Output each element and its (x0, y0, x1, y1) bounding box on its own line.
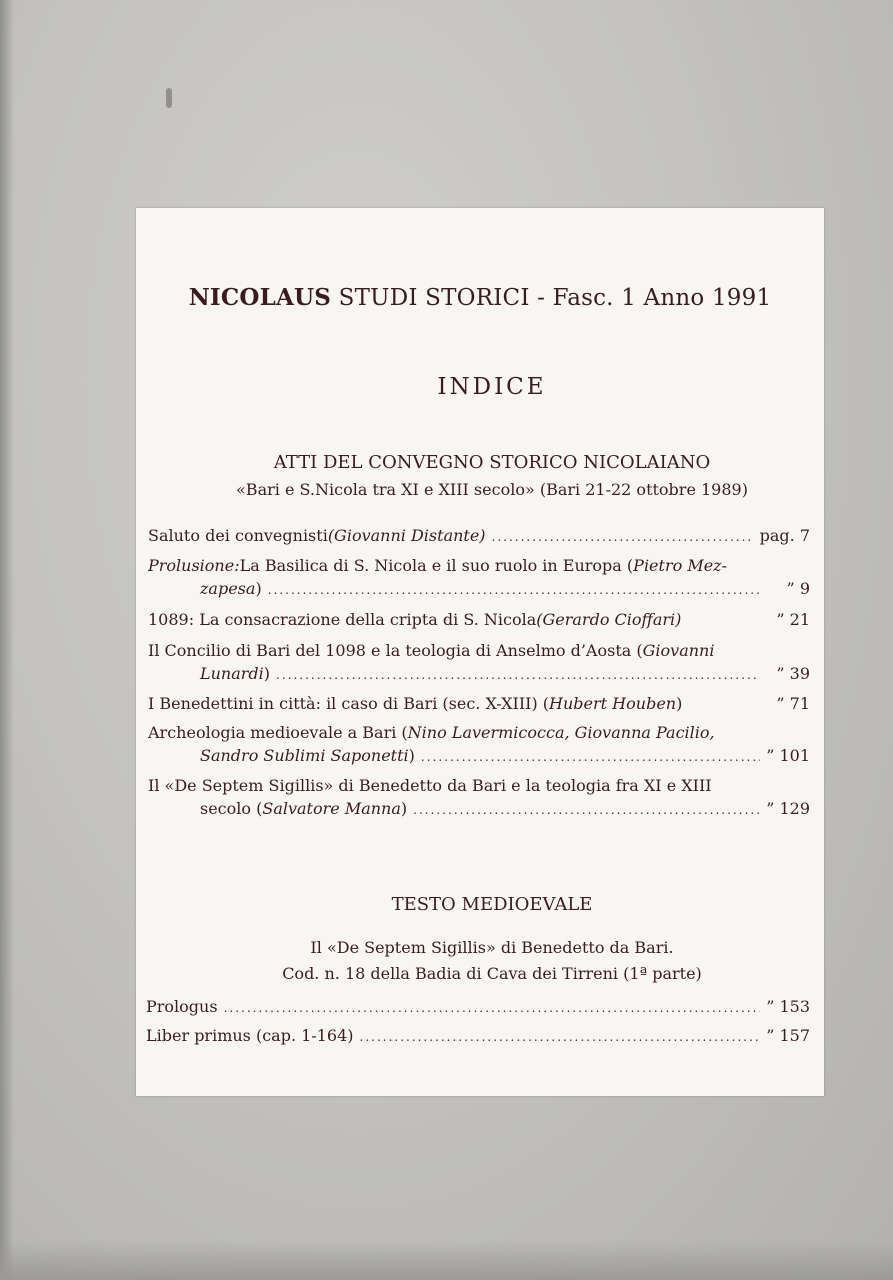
toc-line (146, 1024, 810, 1049)
journal-issue: STUDI STORICI - Fasc. 1 Anno 1991 (338, 285, 772, 311)
dot-leader (492, 526, 754, 549)
section-title-testo: TESTO MEDIOEVALE (391, 894, 593, 915)
entry-title: ) (255, 579, 262, 598)
testo-subtitle-1: Il «De Septem Sigillis» di Benedetto da Bari. (310, 938, 674, 957)
toc-line (148, 608, 810, 631)
section-title-convegno: ATTI DEL CONVEGNO STORICO NICOLAIANO (273, 452, 711, 473)
toc-entry (148, 692, 810, 715)
toc-line (148, 797, 810, 822)
dot-leader (276, 664, 760, 687)
entry-author: Sandro Sublimi Saponetti (200, 746, 409, 765)
entry-page: ” 21 (776, 610, 810, 629)
entry-title-end: ) (400, 799, 408, 818)
dot-leader (421, 746, 760, 769)
toc-line (148, 744, 810, 769)
toc-line (148, 524, 810, 549)
dot-leader (413, 799, 760, 822)
entry-author: Giovanni (642, 641, 715, 660)
contents-label (136, 208, 824, 1096)
toc-line (148, 692, 810, 715)
entry-author: (Giovanni Distante) (327, 526, 486, 545)
dot-leader (224, 997, 760, 1020)
index-heading: INDICE (437, 374, 547, 400)
entry-title-end: ) (676, 694, 683, 713)
entry-title: secolo ( (200, 799, 263, 818)
toc-line (146, 995, 810, 1020)
testo-subtitle-2: Cod. n. 18 della Badia di Cava dei Tirreni (1ª parte) (282, 964, 702, 983)
entry-title: Il «De Septem Sigillis» di Benedetto da Bari e la teologia fra XI e XIII (148, 776, 712, 795)
entry-title: 1089: La consacrazione della cripta di S. Nicola (148, 610, 537, 629)
entry-author: Lunardi (200, 664, 264, 683)
entry-label: Prolusione: (148, 556, 240, 575)
toc-line (148, 577, 810, 602)
entry-author: Nino Lavermicocca, Giovanna Pacilio, (407, 723, 715, 742)
entry-page: ” 153 (766, 997, 810, 1016)
toc-line (148, 554, 810, 577)
toc-entry (148, 554, 810, 602)
entry-title: Archeologia medioevale a Bari ( (148, 723, 408, 742)
entry-author: Salvatore Manna (262, 799, 401, 818)
toc-line (148, 662, 810, 687)
entry-page: ” 9 (786, 579, 810, 598)
entry-title: Prologus (146, 997, 218, 1016)
entry-author: zapesa (200, 579, 256, 598)
toc-entry (148, 524, 810, 549)
cover-bottom-shadow (0, 1240, 893, 1280)
entry-title: La Basilica di S. Nicola e il suo ruolo in Europa ( (239, 556, 634, 575)
entry-author: (Gerardo Cioffari) (536, 610, 682, 629)
entry-page: ” 101 (766, 746, 810, 765)
journal-title (136, 284, 824, 311)
entry-title: ) (408, 746, 415, 765)
toc-line (148, 721, 810, 744)
toc-entry (148, 721, 810, 769)
toc-line (148, 774, 810, 797)
toc-entry (148, 639, 810, 687)
entry-title: I Benedettini in città: il caso di Bari (sec. X-XIII) ( (148, 694, 550, 713)
entry-title: Saluto dei convegnisti (148, 526, 328, 545)
entry-author: Pietro Mez- (633, 556, 728, 575)
entry-title: Liber primus (cap. 1-164) (146, 1026, 354, 1045)
entry-page: ” 157 (766, 1026, 810, 1045)
cover-scuff-mark (166, 88, 172, 108)
toc-entry (146, 1024, 810, 1049)
section-subtitle-convegno: «Bari e S.Nicola tra XI e XIII secolo» (Bari 21-22 ottobre 1989) (236, 480, 748, 499)
dot-leader (360, 1026, 761, 1049)
toc-entry (148, 774, 810, 822)
entry-page: ” 39 (776, 664, 810, 683)
cover-spine-shadow (0, 0, 14, 1280)
dot-leader (268, 579, 760, 602)
entry-title: ) (263, 664, 271, 683)
entry-page: ” 71 (776, 694, 810, 713)
entry-author: Hubert Houben (549, 694, 677, 713)
entry-page: pag. 7 (759, 526, 810, 545)
entry-title: Il Concilio di Bari del 1098 e la teologia di Anselmo d’Aosta ( (148, 641, 643, 660)
journal-name: NICOLAUS (188, 284, 332, 311)
toc-line (148, 639, 810, 662)
toc-entry (148, 608, 810, 631)
entry-page: ” 129 (766, 799, 810, 818)
toc-entry (146, 995, 810, 1020)
